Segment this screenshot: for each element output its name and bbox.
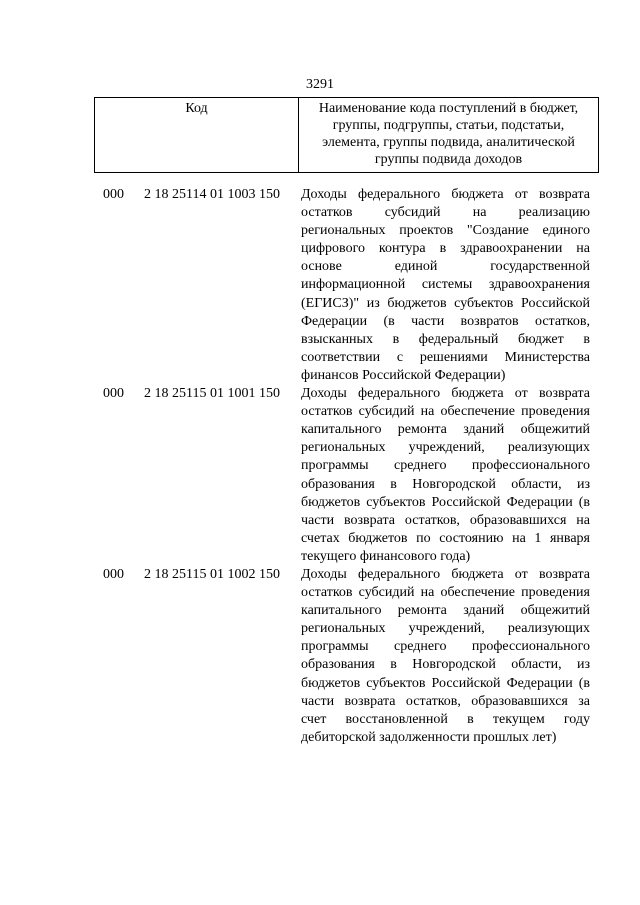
table-body	[0, 186, 640, 747]
row-description: Доходы федерального бюджета от возврата остатков субсидий на обеспечение проведения капитального ремонта зданий общежитий региональных учреждений, реализующих программы среднего профессионального образования в Новгородской области, из бюджетов субъектов Российской Федерации (в части возврата остатков, образовавшихся за счет восстановленной в текущем году дебиторской задолженности прошлых лет)	[301, 566, 590, 745]
row-description: Доходы федерального бюджета от возврата остатков субсидий на обеспечение проведения капитального ремонта зданий общежитий региональных учреждений, реализующих программы среднего профессионального образования в Новгородской области, из бюджетов субъектов Российской Федерации (в части возврата остатков, образовавшихся на счетах бюджетов по состоянию на 1 января текущего финансового года)	[301, 386, 590, 564]
row-revenue-code: 2 18 25114 01 1003 150	[144, 187, 280, 202]
row-revenue-code: 2 18 25115 01 1001 150	[144, 386, 280, 402]
row-admin-code: 000	[103, 187, 124, 202]
table-row	[0, 566, 640, 747]
table-row	[0, 186, 640, 385]
row-revenue-code: 2 18 25115 01 1002 150	[144, 566, 280, 582]
table-row	[0, 385, 640, 566]
table-header	[94, 97, 599, 173]
row-admin-code: 000	[103, 566, 124, 582]
header-name-column: Наименование кода поступлений в бюджет, группы, подгруппы, статьи, подстатьи, элемента, группы подвида, аналитической группы подвида доходов	[318, 101, 579, 167]
row-description: Доходы федерального бюджета от возврата остатков субсидий на реализацию региональных проектов "Создание единого цифрового контура в здравоохранении на основе единой государственной информационной системы здравоохранения (ЕГИСЗ)" из бюджетов субъектов Российской Федерации (в части возвратов остатков, взысканных в федеральный бюджет в соответствии с решениями Министерства финансов Российской Федерации)	[301, 187, 590, 383]
page-number: 3291	[306, 77, 334, 92]
header-code-column: Код	[95, 98, 299, 172]
row-admin-code: 000	[103, 386, 124, 402]
